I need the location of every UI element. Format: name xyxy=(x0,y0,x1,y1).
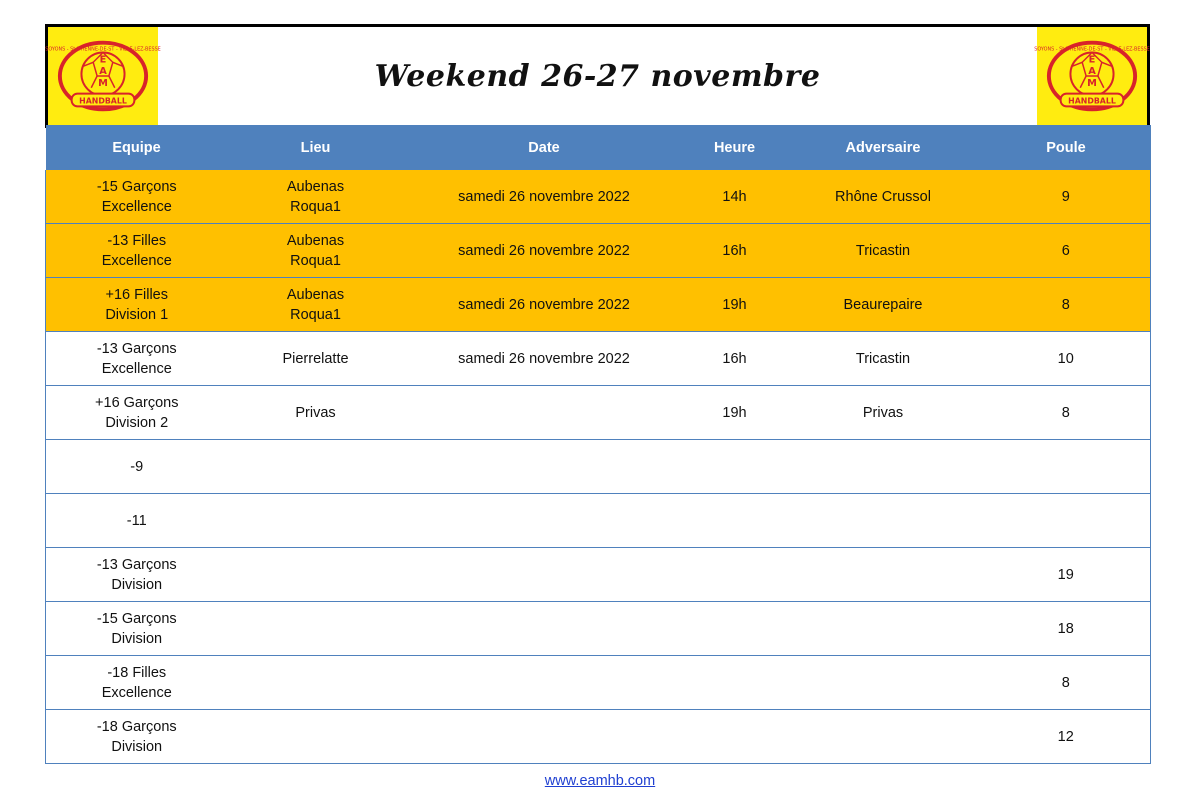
table-row xyxy=(46,278,1151,332)
column-header-adversaire: Adversaire xyxy=(785,125,982,170)
cell-pool: 6 xyxy=(982,224,1151,278)
table-row xyxy=(46,548,1151,602)
column-header-date: Date xyxy=(404,125,685,170)
cell-pool: 12 xyxy=(982,710,1151,764)
cell-date: samedi 26 novembre 2022 xyxy=(404,278,685,332)
cell-pool: 9 xyxy=(982,170,1151,224)
cell-place xyxy=(228,656,404,710)
cell-team: -15 Garçons Division xyxy=(46,602,228,656)
cell-date xyxy=(404,440,685,494)
table-row xyxy=(46,440,1151,494)
cell-team: -18 Garçons Division xyxy=(46,710,228,764)
table-row xyxy=(46,710,1151,764)
cell-team: -15 Garçons Excellence xyxy=(46,170,228,224)
cell-opponent xyxy=(785,548,982,602)
cell-date xyxy=(404,494,685,548)
table-row xyxy=(46,332,1151,386)
page-title: Weekend 26-27 novembre xyxy=(374,58,821,94)
svg-text:A: A xyxy=(1088,66,1096,78)
cell-time xyxy=(685,548,785,602)
cell-time: 19h xyxy=(685,278,785,332)
cell-place xyxy=(228,548,404,602)
cell-team: -18 Filles Excellence xyxy=(46,656,228,710)
logo-handball-text: HANDBALL xyxy=(79,96,127,106)
cell-date xyxy=(404,602,685,656)
cell-opponent xyxy=(785,602,982,656)
cell-time: 14h xyxy=(685,170,785,224)
cell-pool xyxy=(982,494,1151,548)
club-logo-right xyxy=(1034,27,1150,125)
svg-text:M: M xyxy=(98,77,108,89)
table-row xyxy=(46,224,1151,278)
cell-place: Aubenas Roqua1 xyxy=(228,224,404,278)
table-row xyxy=(46,386,1151,440)
cell-opponent: Tricastin xyxy=(785,224,982,278)
column-header-equipe: Equipe xyxy=(46,125,228,170)
cell-pool: 8 xyxy=(982,386,1151,440)
handball-logo-icon xyxy=(45,36,161,116)
svg-text:E: E xyxy=(99,54,107,66)
cell-place xyxy=(228,602,404,656)
cell-team: -11 xyxy=(46,494,228,548)
column-header-lieu: Lieu xyxy=(228,125,404,170)
cell-pool xyxy=(982,440,1151,494)
cell-date: samedi 26 novembre 2022 xyxy=(404,224,685,278)
cell-team: -13 Garçons Division xyxy=(46,548,228,602)
cell-time xyxy=(685,494,785,548)
cell-time: 16h xyxy=(685,332,785,386)
table-row xyxy=(46,656,1151,710)
column-header-poule: Poule xyxy=(982,125,1151,170)
column-header-heure: Heure xyxy=(685,125,785,170)
cell-time xyxy=(685,440,785,494)
cell-opponent: Beaurepaire xyxy=(785,278,982,332)
cell-opponent xyxy=(785,494,982,548)
cell-pool: 8 xyxy=(982,278,1151,332)
cell-opponent xyxy=(785,710,982,764)
cell-opponent: Rhône Crussol xyxy=(785,170,982,224)
cell-opponent xyxy=(785,656,982,710)
cell-date: samedi 26 novembre 2022 xyxy=(404,332,685,386)
cell-opponent xyxy=(785,440,982,494)
cell-place: Aubenas Roqua1 xyxy=(228,170,404,224)
cell-place xyxy=(228,710,404,764)
cell-pool: 8 xyxy=(982,656,1151,710)
cell-opponent: Tricastin xyxy=(785,332,982,386)
cell-team: -13 Filles Excellence xyxy=(46,224,228,278)
cell-place: Privas xyxy=(228,386,404,440)
table-header-row xyxy=(46,125,1151,170)
cell-date xyxy=(404,710,685,764)
logo-top-text: SOYONS - St-ETIENNE-DE-ST - VILLE-LEZ-BESSE xyxy=(45,46,161,53)
cell-place xyxy=(228,494,404,548)
table-row xyxy=(46,602,1151,656)
cell-date xyxy=(404,656,685,710)
cell-place: Aubenas Roqua1 xyxy=(228,278,404,332)
club-logo-left xyxy=(45,27,161,125)
cell-date: samedi 26 novembre 2022 xyxy=(404,170,685,224)
website-link[interactable]: www.eamhb.com xyxy=(544,773,656,789)
cell-team: +16 Garçons Division 2 xyxy=(46,386,228,440)
table-row xyxy=(46,170,1151,224)
table-row xyxy=(46,494,1151,548)
cell-team: -9 xyxy=(46,440,228,494)
schedule-table xyxy=(45,125,1151,764)
svg-text:M: M xyxy=(1087,77,1097,89)
cell-time xyxy=(685,656,785,710)
cell-time: 19h xyxy=(685,386,785,440)
cell-pool: 19 xyxy=(982,548,1151,602)
handball-logo-icon xyxy=(1034,36,1150,116)
logo-top-text: SOYONS - St-ETIENNE-DE-ST - VILLE-LEZ-BESSE xyxy=(1034,46,1150,53)
svg-text:E: E xyxy=(1088,54,1096,66)
cell-pool: 18 xyxy=(982,602,1151,656)
cell-team: +16 Filles Division 1 xyxy=(46,278,228,332)
title-banner xyxy=(45,24,1150,128)
cell-date xyxy=(404,386,685,440)
cell-time: 16h xyxy=(685,224,785,278)
logo-handball-text: HANDBALL xyxy=(1068,96,1116,106)
cell-time xyxy=(685,710,785,764)
cell-place: Pierrelatte xyxy=(228,332,404,386)
cell-opponent: Privas xyxy=(785,386,982,440)
svg-text:A: A xyxy=(99,66,107,78)
cell-date xyxy=(404,548,685,602)
cell-pool: 10 xyxy=(982,332,1151,386)
cell-time xyxy=(685,602,785,656)
cell-place xyxy=(228,440,404,494)
cell-team: -13 Garçons Excellence xyxy=(46,332,228,386)
